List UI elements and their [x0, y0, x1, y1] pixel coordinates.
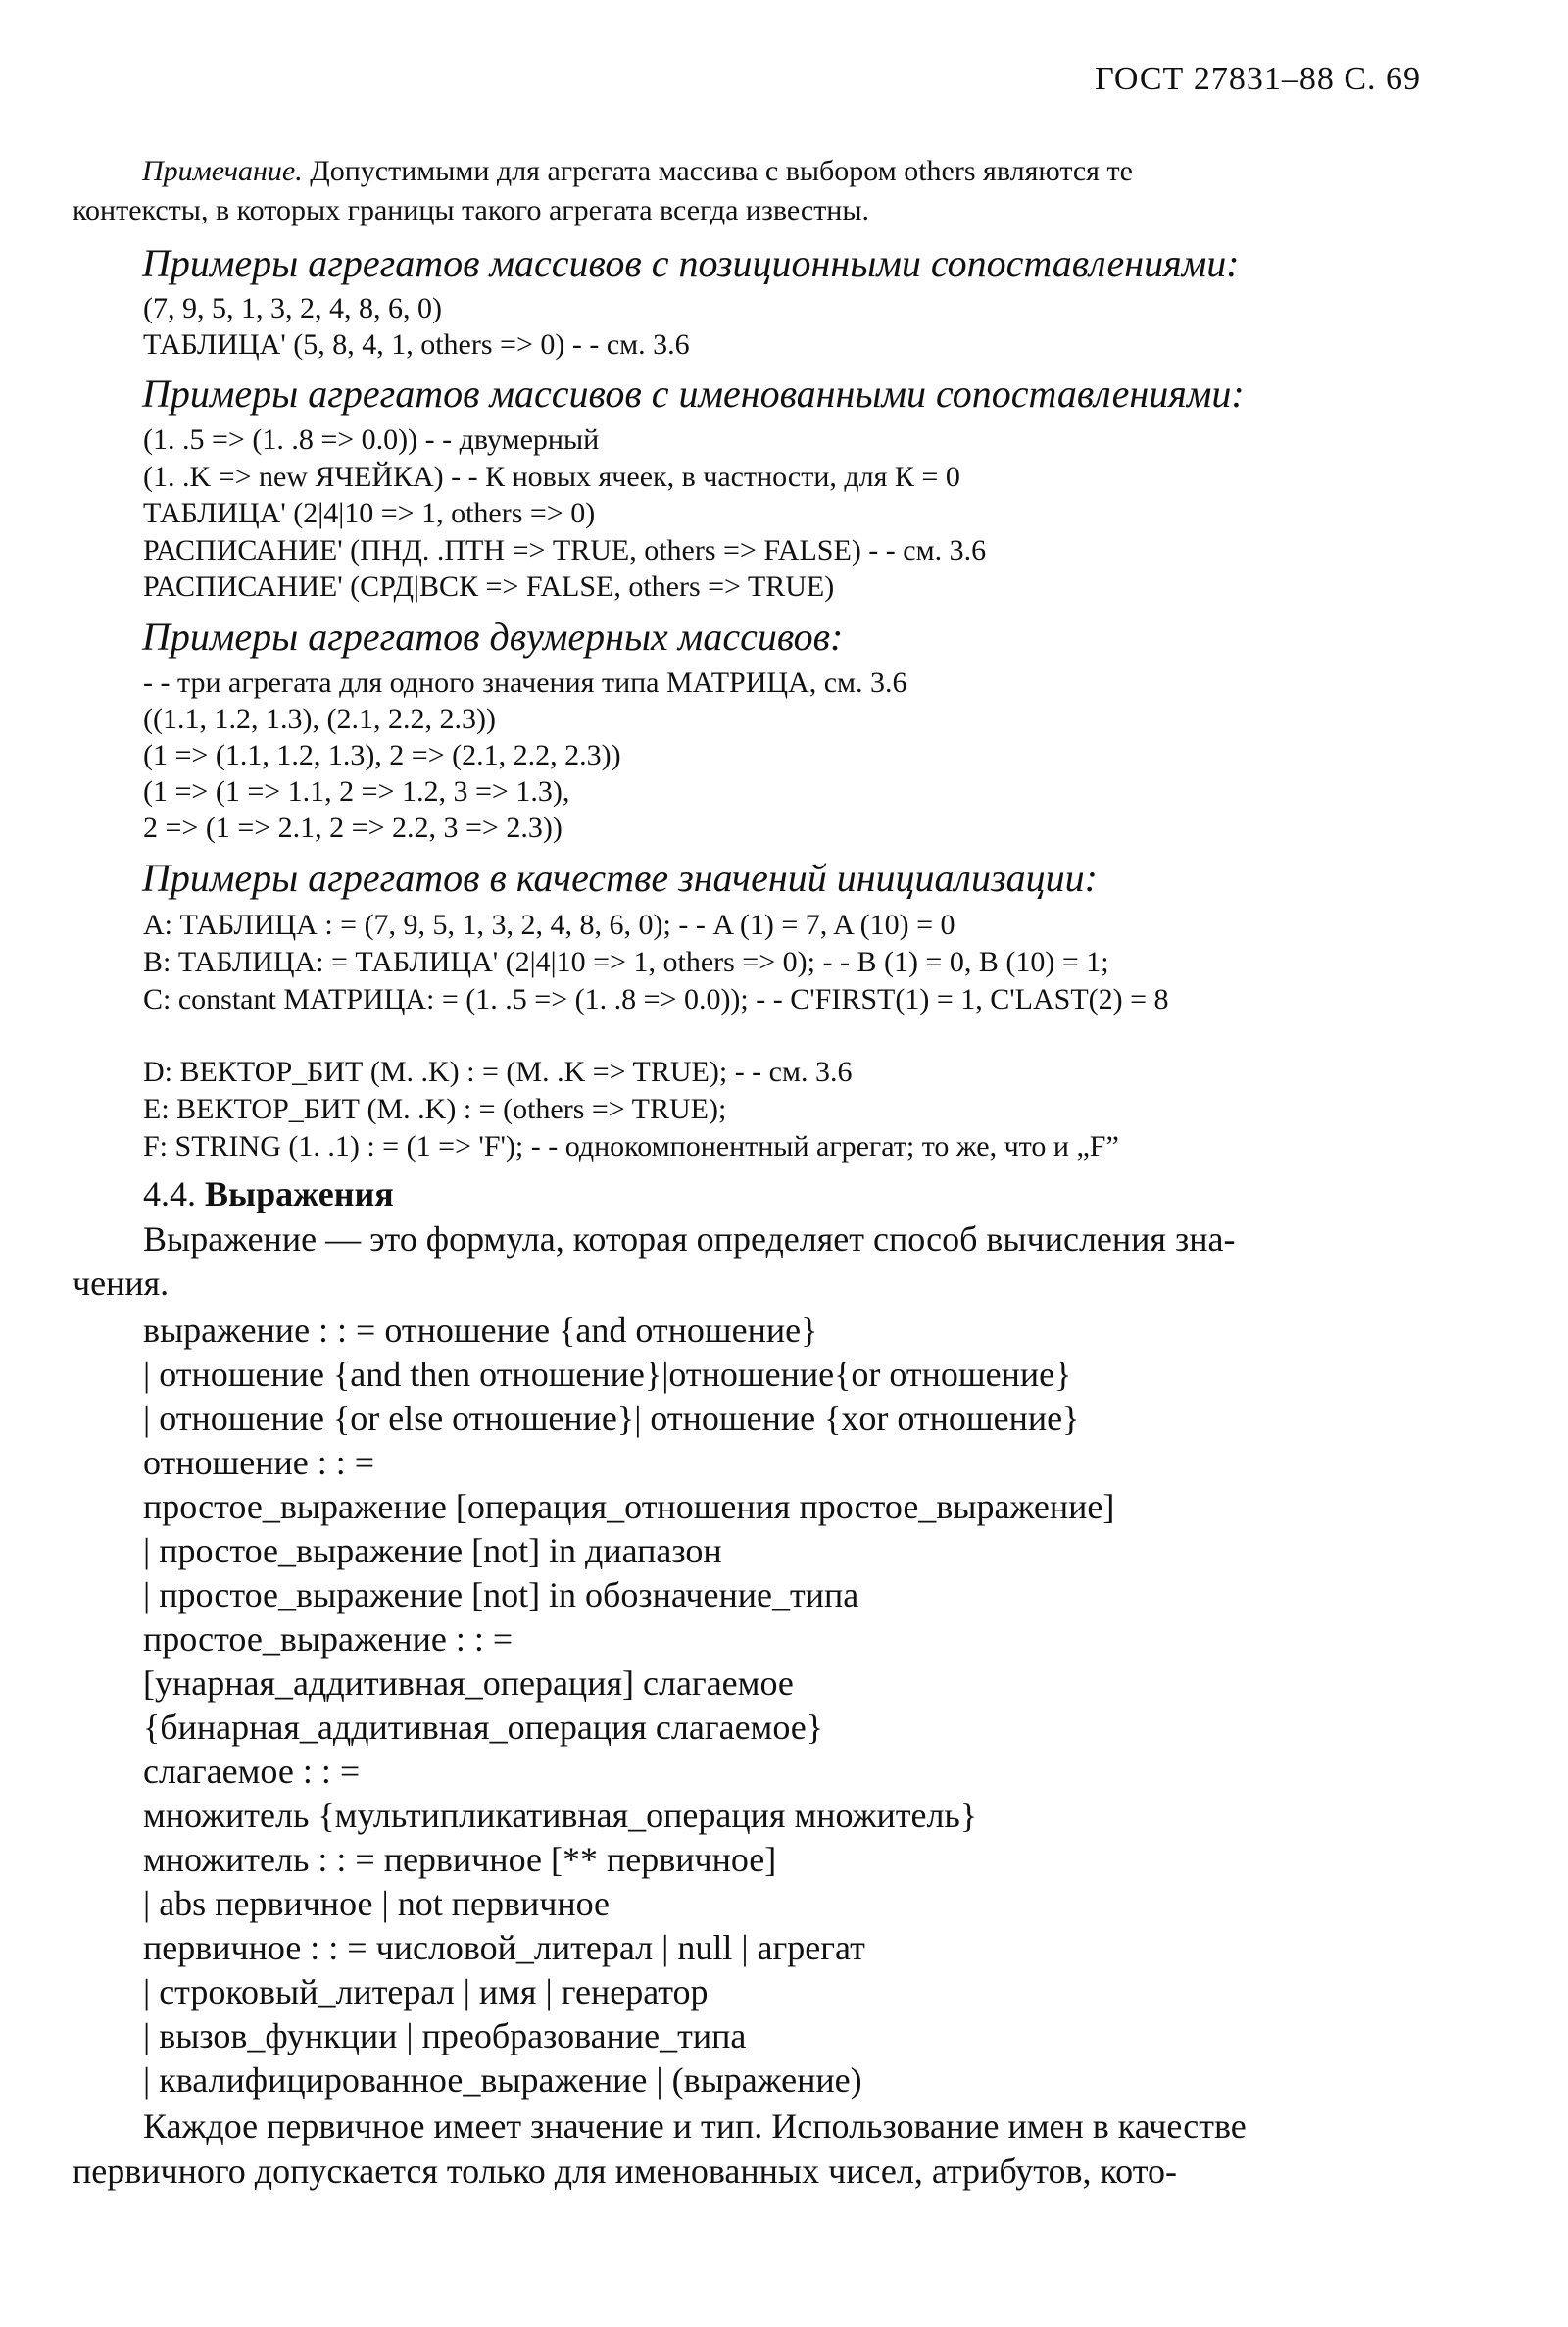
- code-line: (1 => (1.1, 1.2, 1.3), 2 => (2.1, 2.2, 2.3)): [143, 739, 621, 771]
- grammar-line: отношение : : =: [143, 1443, 375, 1482]
- code-line: ((1.1, 1.2, 1.3), (2.1, 2.2, 2.3)): [143, 703, 496, 735]
- note-text: Допустимыми для агрегата массива с выбором others являются те: [302, 155, 1133, 187]
- grammar-line: | отношение {and then отношение}|отношение{or отношение}: [143, 1355, 1072, 1394]
- intro-line-1: Выражение — это формула, которая определяет способ вычисления зна-: [143, 1219, 1236, 1259]
- grammar-line: | отношение {or else отношение}| отношение {xor отношение}: [143, 1399, 1080, 1438]
- code-line: 2 => (1 => 2.1, 2 => 2.2, 3 => 2.3)): [143, 812, 563, 844]
- grammar-line: | вызов_функции | преобразование_типа: [143, 2016, 747, 2055]
- grammar-line: {бинарная_аддитивная_операция слагаемое}: [143, 1708, 824, 1747]
- code-line: A: ТАБЛИЦА : = (7, 9, 5, 1, 3, 2, 4, 8, 6, 0); - - A (1) = 7, A (10) = 0: [143, 909, 956, 941]
- section-heading: [143, 1172, 394, 1215]
- closing-line-1: Каждое первичное имеет значение и тип. Использование имен в качестве: [143, 2106, 1247, 2146]
- grammar-line: простое_выражение [операция_отношения простое_выражение]: [143, 1487, 1115, 1526]
- grammar-line: первичное : : = числовой_литерал | null | агрегат: [143, 1928, 865, 1967]
- code-line: F: STRING (1. .1) : = (1 => 'F'); - - однокомпонентный агрегат; то же, что и „F”: [143, 1130, 1119, 1163]
- note-line-1: [142, 154, 1133, 189]
- grammar-line: слагаемое : : =: [143, 1752, 361, 1791]
- note-line-2: контексты, в которых границы такого агрегата всегда известны.: [73, 194, 870, 226]
- grammar-line: | квалифицированное_выражение | (выражение): [143, 2060, 862, 2100]
- note-label: Примечание.: [142, 155, 303, 187]
- grammar-line: | простое_выражение [not] in диапазон: [143, 1531, 722, 1570]
- code-line: (1. .K => new ЯЧЕЙКА) - - К новых ячеек, в частности, для К = 0: [143, 461, 960, 493]
- heading-positional: Примеры агрегатов массивов с позиционными сопоставлениями:: [142, 241, 1240, 285]
- code-line: B: ТАБЛИЦА: = ТАБЛИЦА' (2|4|10 => 1, others => 0); - - B (1) = 0, B (10) = 1;: [143, 946, 1109, 978]
- code-line: (1. .5 => (1. .8 => 0.0)) - - двумерный: [143, 423, 600, 456]
- closing-line-2: первичного допускается только для именованных чисел, атрибутов, кото-: [73, 2152, 1177, 2191]
- grammar-line: | простое_выражение [not] in обозначение_типа: [143, 1575, 859, 1614]
- code-line: D: ВЕКТОР_БИТ (M. .K) : = (M. .K => TRUE); - - см. 3.6: [143, 1056, 853, 1088]
- section-title: Выражения: [205, 1174, 394, 1213]
- code-line: ТАБЛИЦА' (5, 8, 4, 1, others => 0) - - см. 3.6: [143, 328, 690, 361]
- code-line: РАСПИСАНИЕ' (ПНД. .ПТН => TRUE, others => FALSE) - - см. 3.6: [143, 534, 987, 567]
- grammar-line: простое_выражение : : =: [143, 1619, 514, 1659]
- code-line: E: ВЕКТОР_БИТ (M. .K) : = (others => TRUE);: [143, 1093, 727, 1125]
- intro-line-2: чения.: [73, 1263, 170, 1303]
- section-number: 4.4.: [143, 1174, 196, 1213]
- grammar-line: | abs первичное | not первичное: [143, 1884, 610, 1923]
- page-header: ГОСТ 27831–88 С. 69: [1095, 61, 1421, 97]
- heading-two-dim: Примеры агрегатов двумерных массивов:: [142, 615, 844, 659]
- grammar-line: выражение : : = отношение {and отношение}: [143, 1311, 818, 1350]
- code-line: РАСПИСАНИЕ' (СРД|ВСК => FALSE, others => TRUE): [143, 570, 835, 603]
- heading-named: Примеры агрегатов массивов с именованными сопоставлениями:: [142, 371, 1245, 416]
- code-line: (1 => (1 => 1.1, 2 => 1.2, 3 => 1.3),: [143, 775, 570, 808]
- heading-init: Примеры агрегатов в качестве значений инициализации:: [142, 856, 1098, 900]
- grammar-line: множитель : : = первичное [** первичное]: [143, 1840, 777, 1879]
- code-line: (7, 9, 5, 1, 3, 2, 4, 8, 6, 0): [143, 292, 442, 324]
- grammar-line: множитель {мультипликативная_операция множитель}: [143, 1796, 978, 1835]
- grammar-line: | строковый_литерал | имя | генератор: [143, 1972, 709, 2011]
- grammar-line: [унарная_аддитивная_операция] слагаемое: [143, 1663, 794, 1703]
- code-line: C: constant МАТРИЦА: = (1. .5 => (1. .8 => 0.0)); - - C'FIRST(1) = 1, C'LAST(2) = 8: [143, 983, 1169, 1015]
- code-line: ТАБЛИЦА' (2|4|10 => 1, others => 0): [143, 497, 596, 529]
- code-line: - - три агрегата для одного значения типа МАТРИЦА, см. 3.6: [143, 667, 907, 699]
